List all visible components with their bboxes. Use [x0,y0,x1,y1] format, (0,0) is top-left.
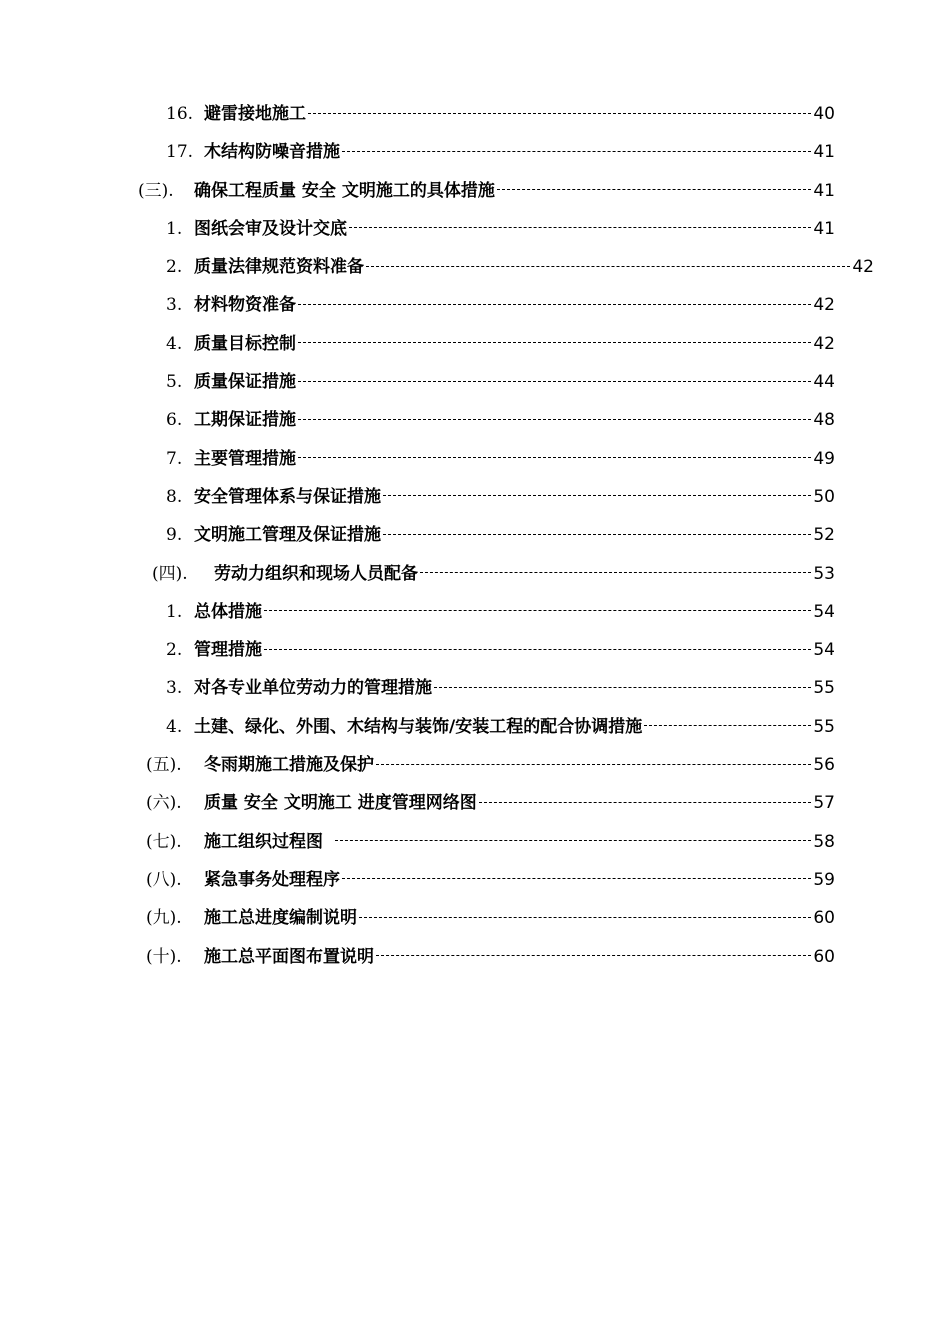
toc-entry-number: 7. [166,448,183,469]
toc-entry-number: 4. [166,716,183,737]
toc-leader-dots [644,725,811,726]
toc-entry-number: 4. [166,333,183,354]
toc-entry-page: 59 [813,869,835,890]
toc-section-entry[interactable] [0,899,950,937]
toc-entry[interactable] [0,363,950,401]
toc-entry-number: (三). [138,180,174,201]
toc-leader-dots [298,457,811,458]
toc-entry-title: 材料物资准备 [194,295,296,316]
toc-entry-title: 文明施工管理及保证措施 [194,525,381,546]
toc-entry[interactable] [0,95,950,133]
table-of-contents [0,95,950,976]
toc-entry-title: 土建、绿化、外围、木结构与装饰/安装工程的配合协调措施 [194,716,643,737]
toc-entry-page: 49 [813,448,835,469]
toc-entry-page: 52 [813,525,835,546]
toc-entry-number: 1. [166,601,183,622]
toc-entry[interactable] [0,248,950,286]
toc-entry-title: 主要管理措施 [194,448,296,469]
toc-leader-dots [420,572,811,573]
toc-leader-dots [335,840,811,841]
toc-entry-number: (九). [146,908,182,929]
toc-entry[interactable] [0,669,950,707]
toc-entry-number: 3. [166,295,183,316]
toc-entry[interactable] [0,133,950,171]
toc-entry-number: (六). [146,793,182,814]
toc-entry-title: 质量法律规范资料准备 [194,257,364,278]
toc-entry-page: 44 [813,372,835,393]
toc-entry-number: 2. [166,640,183,661]
toc-entry-title: 施工组织过程图 [204,831,323,852]
toc-entry-number: 3. [166,678,183,699]
toc-leader-dots [383,495,811,496]
toc-section-entry[interactable] [0,938,950,976]
toc-entry[interactable] [0,325,950,363]
toc-entry-number: (十). [146,946,182,967]
toc-entry-title: 劳动力组织和现场人员配备 [214,563,418,584]
toc-entry[interactable] [0,708,950,746]
toc-entry-page: 41 [813,180,835,201]
toc-leader-dots [308,113,811,114]
toc-leader-dots [342,878,811,879]
toc-entry-number: (五). [146,755,182,776]
toc-entry[interactable] [0,286,950,324]
toc-entry-page: 56 [813,755,835,776]
toc-entry-title: 避雷接地施工 [204,104,306,124]
toc-entry-title: 安全管理体系与保证措施 [194,486,381,507]
toc-entry-number: 5. [166,372,183,393]
toc-entry-page: 42 [813,295,835,316]
toc-section-entry[interactable] [0,784,950,822]
toc-entry-page: 50 [813,486,835,507]
toc-entry-title: 木结构防噪音措施 [204,142,340,163]
toc-entry-page: 40 [813,104,835,124]
toc-entry-title: 图纸会审及设计交底 [194,218,347,239]
toc-entry-page: 54 [813,601,835,622]
toc-entry-number: 6. [166,410,183,431]
toc-entry-number: 17. [166,142,194,163]
toc-leader-dots [298,381,811,382]
toc-entry-page: 57 [813,793,835,814]
toc-entry-number: (四). [152,563,188,584]
toc-leader-dots [383,534,811,535]
toc-section-entry[interactable] [0,172,950,210]
toc-section-entry[interactable] [0,823,950,861]
toc-entry[interactable] [0,401,950,439]
toc-entry-title: 质量目标控制 [194,333,296,354]
toc-entry-title: 管理措施 [194,640,262,661]
toc-entry-number: 9. [166,525,183,546]
toc-leader-dots [298,342,811,343]
toc-entry-number: 2. [166,257,183,278]
toc-section-entry[interactable] [0,555,950,593]
toc-entry[interactable] [0,593,950,631]
toc-leader-dots [264,610,811,611]
toc-leader-dots [342,151,811,152]
toc-entry-page: 48 [813,410,835,431]
toc-leader-dots [264,649,811,650]
toc-entry-title: 对各专业单位劳动力的管理措施 [194,678,432,699]
toc-entry-page: 54 [813,640,835,661]
toc-section-entry[interactable] [0,861,950,899]
toc-leader-dots [366,266,850,267]
toc-entry-page: 58 [813,831,835,852]
toc-entry-number: 16. [166,104,194,124]
toc-leader-dots [359,917,811,918]
toc-entry-page: 41 [813,218,835,239]
toc-section-entry[interactable] [0,746,950,784]
toc-leader-dots [298,419,811,420]
toc-entry-page: 60 [813,946,835,967]
toc-entry[interactable] [0,440,950,478]
toc-entry-title: 质量保证措施 [194,372,296,393]
toc-entry-title: 紧急事务处理程序 [204,869,340,890]
toc-entry-title: 总体措施 [194,601,262,622]
toc-entry[interactable] [0,210,950,248]
toc-entry-title: 质量 安全 文明施工 进度管理网络图 [204,793,477,814]
toc-entry-number: (八). [146,869,182,890]
toc-entry[interactable] [0,516,950,554]
toc-entry-title: 冬雨期施工措施及保护 [204,755,374,776]
toc-leader-dots [376,955,811,956]
toc-entry-page: 42 [852,257,874,278]
toc-entry-title: 施工总平面图布置说明 [204,946,374,967]
toc-entry-title: 工期保证措施 [194,410,296,431]
toc-entry-page: 42 [813,333,835,354]
toc-entry-number: (七). [146,831,182,852]
toc-entry-title: 确保工程质量 安全 文明施工的具体措施 [194,180,495,201]
toc-entry-page: 60 [813,908,835,929]
toc-leader-dots [497,189,812,190]
toc-entry-title: 施工总进度编制说明 [204,908,357,929]
toc-entry[interactable] [0,631,950,669]
toc-leader-dots [434,687,811,688]
toc-entry-page: 53 [813,563,835,584]
toc-entry-number: 1. [166,218,183,239]
toc-leader-dots [479,802,812,803]
toc-entry[interactable] [0,478,950,516]
toc-entry-number: 8. [166,486,183,507]
toc-entry-page: 41 [813,142,835,163]
toc-leader-dots [298,304,811,305]
toc-entry-page: 55 [813,678,835,699]
toc-entry-page: 55 [813,716,835,737]
toc-leader-dots [349,227,811,228]
toc-leader-dots [376,764,811,765]
